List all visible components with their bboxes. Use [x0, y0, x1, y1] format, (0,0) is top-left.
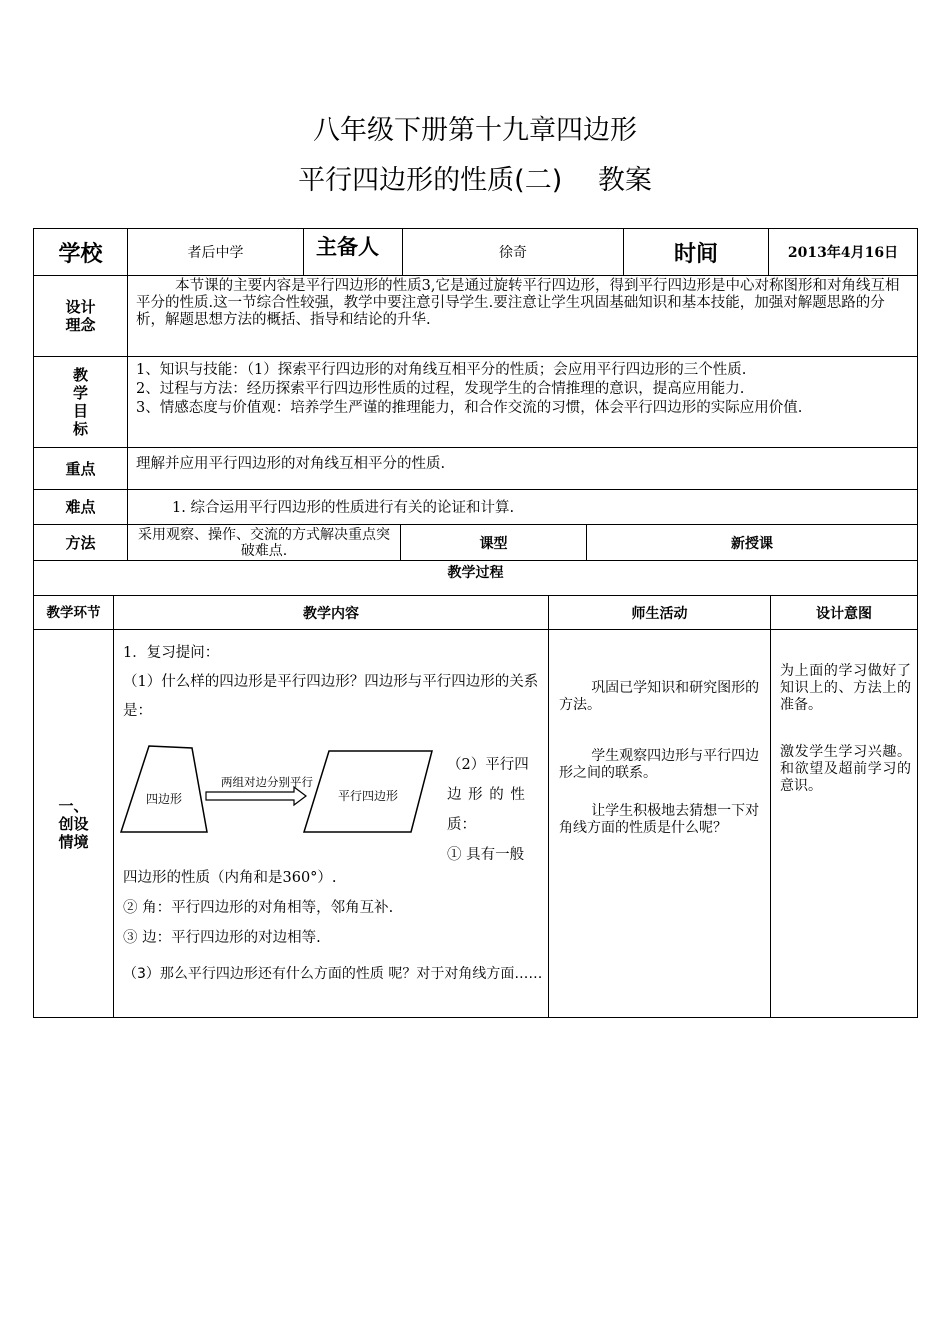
question-3: （3）那么平行四边形还有什么方面的性质 呢？对于对角线方面……: [123, 966, 543, 982]
key-point-label: 重点: [33, 447, 128, 490]
school-value: 者后中学: [127, 228, 304, 276]
difficulty-cell: [127, 489, 918, 525]
property-angles-sum: 四边形的性质（内角和是360°）.: [123, 870, 337, 886]
time-value: 2013年4月16日: [768, 228, 918, 276]
property-sides: ③ 边：平行四边形的对边相等.: [123, 930, 321, 946]
key-point-cell: [127, 447, 918, 490]
activity-item: 让学生积极地去猜想一下对角线方面的性质是什么呢？: [559, 803, 760, 836]
title-line-2: 平行四边形的性质(二) 教案: [298, 165, 652, 196]
stage1-content-cell: [113, 629, 549, 1018]
quadrilateral-diagram: [114, 738, 444, 838]
intent-item: 激发学生学习兴趣。和欲望及超前学习的意识。: [780, 744, 911, 794]
preparer-label: 主备人: [303, 228, 403, 276]
process-heading: 教学过程: [33, 560, 918, 596]
quadrilateral-label: 四边形: [145, 792, 183, 806]
stage1-intent-cell: [770, 629, 918, 1018]
design-label: 设计理念: [33, 275, 128, 357]
design-cell: [127, 275, 918, 357]
intent-item: 为上面的学习做好了知识上的、方法上的准备。: [780, 663, 911, 713]
goals-label: 教学目标: [33, 356, 128, 448]
goal-item: 2、过程与方法：经历探索平行四边形性质的过程，发现学生的合情推理的意识，提高应用能力.: [136, 381, 745, 397]
property-angles: ② 角：平行四边形的对角相等，邻角互补.: [123, 900, 394, 916]
col-intent-header: 设计意图: [770, 595, 918, 630]
method-text: 采用观察、操作、交流的方式解决重点突破难点.: [138, 526, 390, 559]
stage1-activity-cell: [548, 629, 771, 1018]
school-label: 学校: [33, 228, 128, 276]
property-side-3: 质：: [447, 817, 476, 833]
method-label: 方法: [33, 524, 128, 561]
property-side-4: ① 具有一般: [447, 847, 525, 863]
arrow-icon: [206, 787, 306, 805]
quadrilateral-shape: [121, 746, 207, 832]
property-side-1: （2）平行四: [447, 757, 529, 773]
difficulty-label: 难点: [33, 489, 128, 525]
title-line-1: 八年级下册第十九章四边形: [313, 115, 637, 146]
goals-cell: [127, 356, 918, 448]
goal-item: 3、情感态度与价值观：培养学生严谨的推理能力，和合作交流的习惯，体会平行四边形的实际应用价值.: [136, 400, 803, 416]
method-cell: [127, 524, 401, 561]
col-stage-header: 教学环节: [33, 595, 114, 630]
activity-item: 巩固已学知识和研究图形的方法。: [559, 680, 760, 713]
lesson-type-label: 课型: [400, 524, 587, 561]
arrow-label: 两组对边分别平行: [221, 775, 313, 789]
key-point-text: 理解并应用平行四边形的对角线互相平分的性质.: [136, 456, 446, 472]
lesson-type-value: 新授课: [586, 524, 918, 561]
preparer-value: 徐奇: [402, 228, 624, 276]
review-question: 1．复习提问：: [123, 645, 220, 661]
time-label: 时间: [623, 228, 769, 276]
goal-item: 1、知识与技能：（1）探索平行四边形的对角线互相平分的性质；会应用平行四边形的三个性质.: [136, 362, 747, 378]
col-content-header: 教学内容: [113, 595, 549, 630]
design-text: 本节课的主要内容是平行四边形的性质3,它是通过旋转平行四边形，得到平行四边形是中心对称图形和对角线互相平分的性质.这一节综合性较强，教学中要注意引导学生.要注意让学生巩固基础知识和基本技能，加强对解题思路的分析，解题思想方法的概括、指导和结论的升华.: [136, 278, 900, 328]
col-activity-header: 师生活动: [548, 595, 771, 630]
stage1-label: 一、创设情境: [33, 629, 114, 1018]
difficulty-text: 1. 综合运用平行四边形的性质进行有关的论证和计算.: [172, 500, 515, 516]
parallelogram-label: 平行四边形: [337, 789, 399, 803]
property-side-2: 边 形 的 性: [447, 787, 526, 803]
activity-item: 学生观察四边形与平行四边形之间的联系。: [559, 748, 760, 781]
question-1: （1）什么样的四边形是平行四边形？四边形与平行四边形的关系是：: [123, 674, 539, 719]
